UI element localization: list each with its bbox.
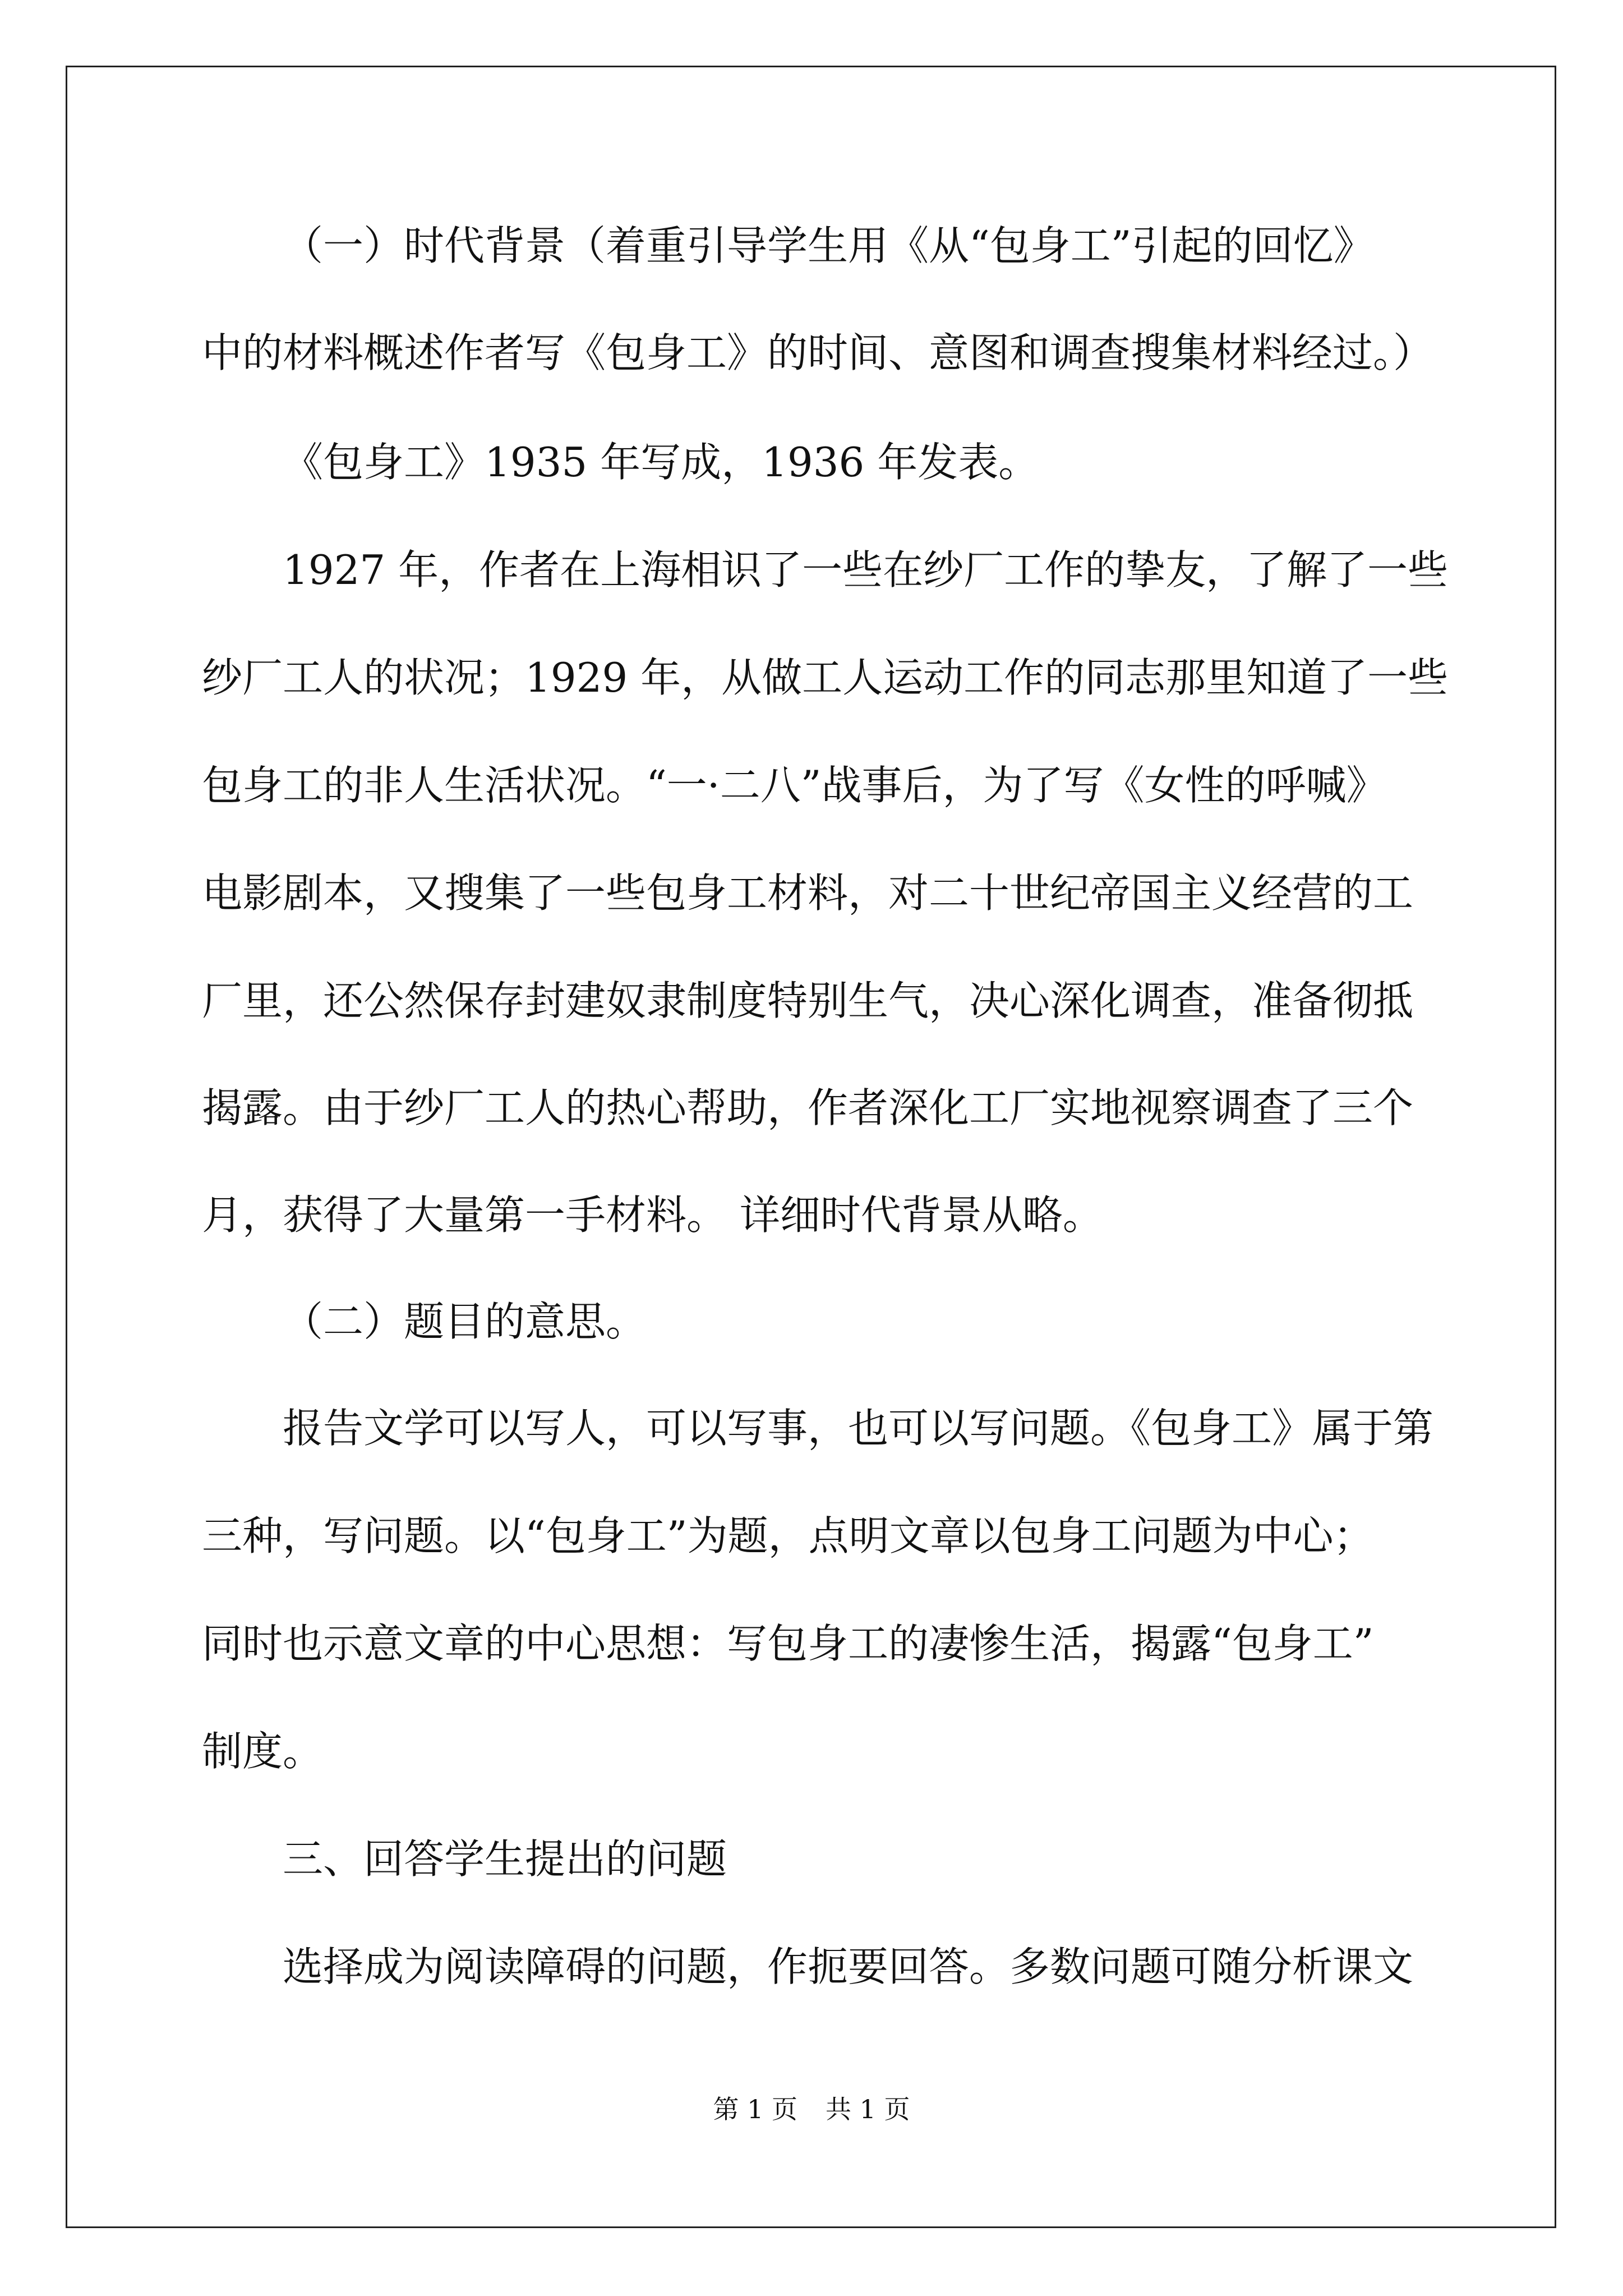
- paragraph-line: 厂里，还公然保存封建奴隶制度特别生气，决心深化调查，准备彻抵: [202, 977, 1414, 1024]
- paragraph-line: 三种，写问题。以“包身工”为题，点明文章以包身工问题为中心；: [202, 1512, 1374, 1559]
- paragraph-line: 制度。: [202, 1728, 324, 1775]
- page-total: 共 1 页: [826, 2094, 910, 2124]
- page-number: 第 1 页: [713, 2094, 797, 2124]
- paragraph-line: 选择成为阅读障碍的问题，作扼要回答。多数问题可随分析课文: [283, 1943, 1414, 1990]
- paragraph-line: 电影剧本，又搜集了一些包身工材料，对二十世纪帝国主义经营的工: [202, 869, 1414, 917]
- paragraph-line: 纱厂工人的状况；1929 年，从做工人运动工作的同志那里知道了一些: [202, 654, 1449, 701]
- paragraph-line: （一）时代背景（着重引导学生用《从“包身工”引起的回忆》: [283, 222, 1374, 269]
- paragraph-line: 同时也示意文章的中心思想：写包身工的凄惨生活，揭露“包身工”: [202, 1620, 1374, 1667]
- paragraph-line: 1927 年，作者在上海相识了一些在纱厂工作的挚友，了解了一些: [283, 546, 1449, 593]
- paragraph-line: 包身工的非人生活状况。“一·二八”战事后，为了写《女性的呼喊》: [202, 762, 1387, 809]
- paragraph-line: 《包身工》1935 年写成，1936 年发表。: [283, 439, 1039, 486]
- paragraph-line: 报告文学可以写人，可以写事，也可以写问题。《包身工》属于第: [283, 1405, 1434, 1452]
- paragraph-line: 月，获得了大量第一手材料。 详细时代背景从略。: [202, 1191, 1103, 1239]
- page-border: [66, 66, 1556, 2228]
- paragraph-line: 揭露。由于纱厂工人的热心帮助，作者深化工厂实地视察调查了三个: [202, 1084, 1414, 1131]
- section-heading: （二）题目的意思。: [283, 1298, 647, 1345]
- paragraph-line: 中的材料概述作者写《包身工》的时间、意图和调查搜集材料经过。）: [202, 329, 1434, 376]
- section-heading: 三、回答学生提出的问题: [283, 1835, 727, 1883]
- page-footer: [0, 2092, 1623, 2126]
